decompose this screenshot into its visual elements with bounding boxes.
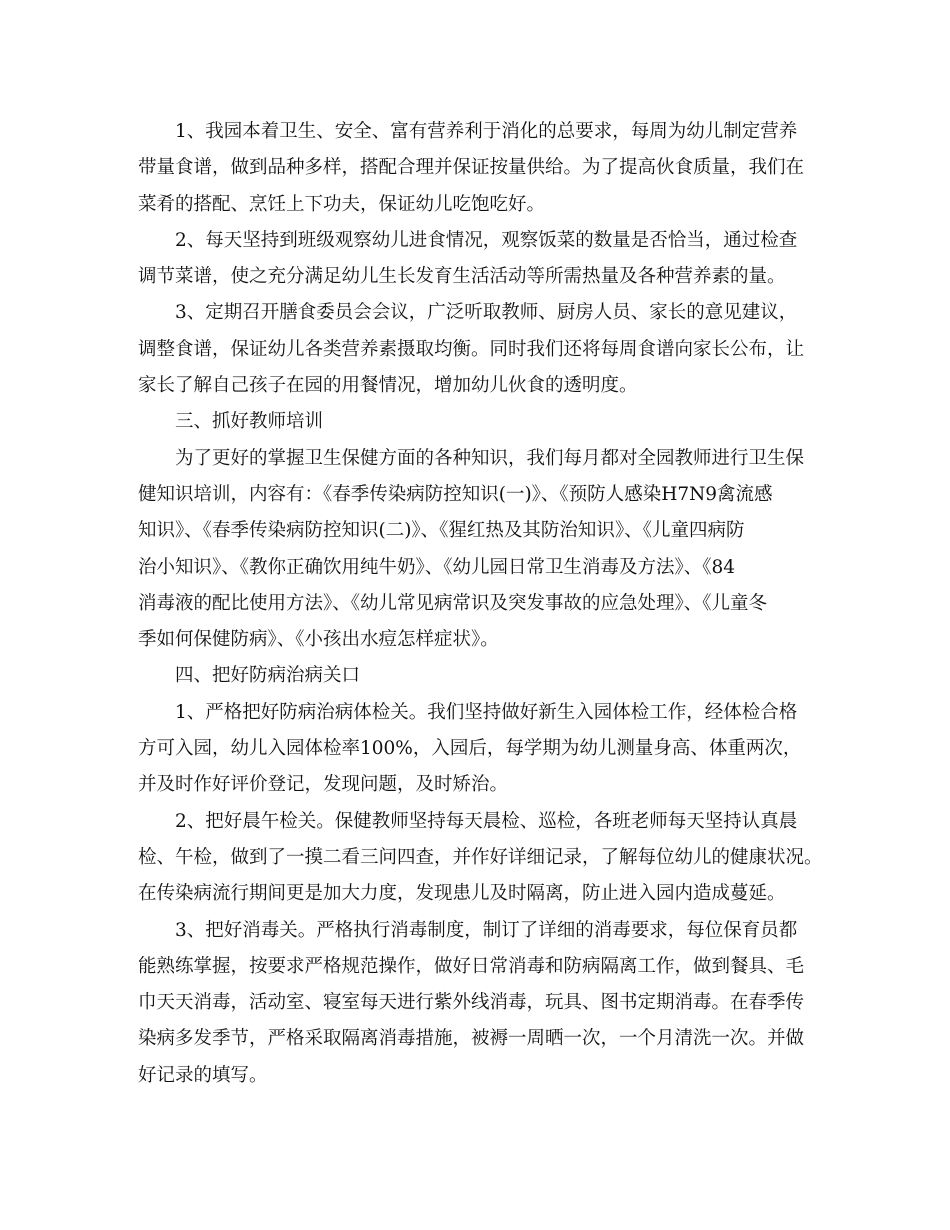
text-line: 好记录的填写。	[138, 1064, 268, 1086]
text-line: 为了更好的掌握卫生保健方面的各种知识，我们每月都对全园教师进行卫生保	[175, 447, 805, 469]
text-line: 消毒液的配比使用方法》、《幼儿常见病常识及突发事故的应急处理》、《儿童冬	[138, 592, 768, 614]
text-line: 染病多发季节，严格采取隔离消毒措施，被褥一周晒一次，一个月清洗一次。并做	[138, 1028, 805, 1050]
text-line: 1、我园本着卫生、安全、富有营养利于消化的总要求，每周为幼儿制定营养	[175, 121, 798, 142]
text-line: 知识》、《春季传染病防控知识(二)》、《猩红热及其防治知识》、《儿童四病防	[138, 520, 745, 542]
text-line: 2、每天坚持到班级观察幼儿进食情况，观察饭菜的数量是否恰当，通过检查	[175, 229, 798, 251]
text-line: 菜肴的搭配、烹饪上下功夫，保证幼儿吃饱吃好。	[138, 193, 546, 215]
text-line: 四、把好防病治病关口	[175, 665, 361, 687]
text-line: 并及时作好评价登记，发现问题，及时矫治。	[138, 774, 509, 796]
text-line: 家长了解自己孩子在园的用餐情况，增加幼儿伙食的透明度。	[138, 375, 638, 397]
text-line: 巾天天消毒，活动室、寝室每天进行紫外线消毒，玩具、图书定期消毒。在春季传	[138, 992, 805, 1014]
text-line: 调整食谱，保证幼儿各类营养素摄取均衡。同时我们还将每周食谱向家长公布，让	[138, 338, 805, 360]
document-body	[138, 114, 823, 1094]
text-line: 调节菜谱，使之充分满足幼儿生长发育生活活动等所需热量及各种营养素的量。	[138, 266, 786, 288]
text-line: 1、严格把好防病治病体检关。我们坚持做好新生入园体检工作，经体检合格	[175, 701, 798, 723]
text-line: 3、定期召开膳食委员会会议，广泛听取教师、厨房人员、家长的意见建议，	[175, 302, 798, 324]
text-line: 检、午检，做到了一摸二看三问四查，并作好详细记录，了解每位幼儿的健康状况。	[138, 846, 823, 868]
text-line: 3、把好消毒关。严格执行消毒制度，制订了详细的消毒要求，每位保育员都	[175, 919, 798, 941]
text-line: 季如何保健防病》、《小孩出水痘怎样症状》。	[138, 629, 499, 651]
text-line: 2、把好晨午检关。保健教师坚持每天晨检、巡检，各班老师每天坚持认真晨	[175, 810, 798, 832]
text-line: 在传染病流行期间更是加大力度，发现患儿及时隔离，防止进入园内造成蔓延。	[138, 883, 786, 905]
text-line: 方可入园，幼儿入园体检率100%，入园后，每学期为幼儿测量身高、体重两次，	[138, 738, 802, 760]
text-line: 治小知识》、《教你正确饮用纯牛奶》、《幼儿园日常卫生消毒及方法》、《84	[138, 556, 736, 578]
text-line: 能熟练掌握，按要求严格规范操作，做好日常消毒和防病隔离工作，做到餐具、毛	[138, 955, 805, 977]
text-line: 带量食谱，做到品种多样，搭配合理并保证按量供给。为了提高伙食质量，我们在	[138, 157, 805, 179]
text-line: 健知识培训，内容有：《春季传染病防控知识(一)》、《预防人感染H7N9禽流感	[138, 483, 773, 505]
text-line: 三、抓好教师培训	[175, 411, 324, 433]
